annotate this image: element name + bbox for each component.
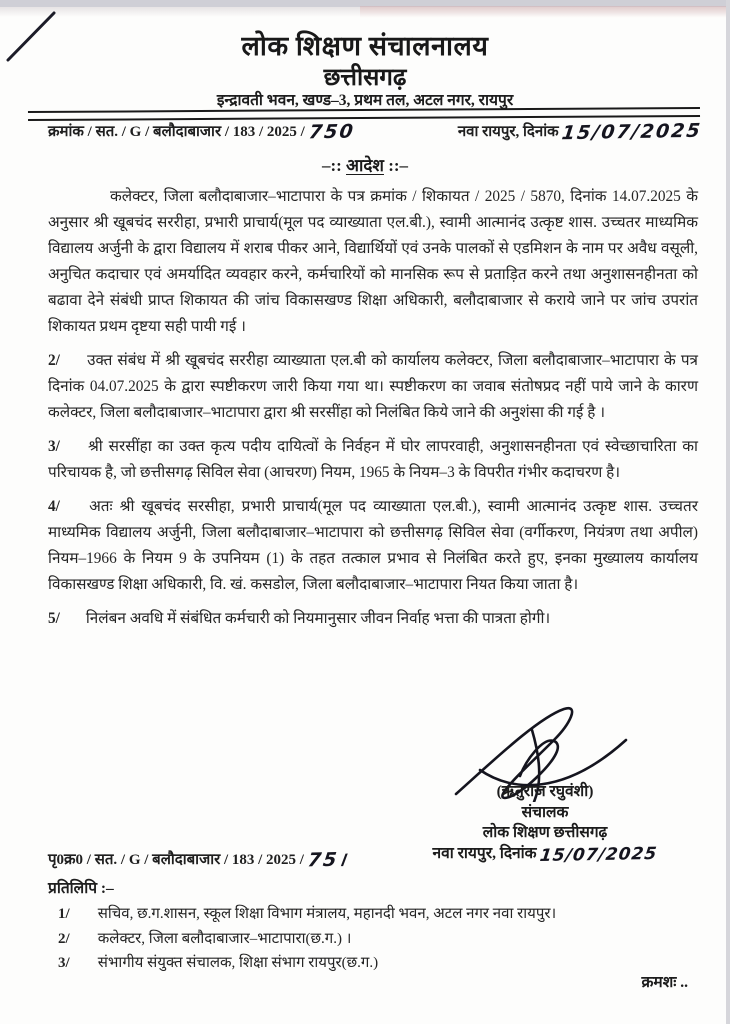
org-state: छत्तीसगढ़ <box>323 65 407 91</box>
paragraph-number: 5/ <box>48 610 60 627</box>
copy-list-heading: प्रतिलिपि :– <box>48 880 114 897</box>
endorsement-number-handwritten: 75। <box>306 848 349 872</box>
paragraph-number: 2/ <box>48 352 60 369</box>
date-handwritten: 15/07/2025 <box>560 119 704 145</box>
copy-number: 1/ <box>58 906 70 922</box>
signatory-name: (ऋतुराज रघुवंशी) <box>496 783 594 800</box>
copy-number: 3/ <box>58 955 70 971</box>
copy-number: 2/ <box>58 930 70 947</box>
signature-date-handwritten: 15/07/2025 <box>539 843 659 866</box>
copy-item-1 <box>58 902 698 927</box>
order-heading-suffix: ::– <box>388 156 409 175</box>
order-body <box>48 184 698 640</box>
paragraph-text: श्री सरसींहा का उक्त कृत्य पदीय दायित्वों के निर्वहन में घोर लापरवाही, अनुशासनहीनता एवं स्वेच्छाचारिता का परिचायक है, जो छत्तीसगढ़ सिविल सेवा (आचरण) नियम, 1965 के नियम–3 के विपरीत गंभीर कदाचरण है। <box>48 438 698 481</box>
order-paragraph-3 <box>48 434 698 486</box>
signatory-designation: संचालक <box>521 803 569 821</box>
order-heading-word: आदेश <box>346 156 384 175</box>
signature-place-date <box>400 844 690 866</box>
reference-number <box>48 121 354 143</box>
copy-item-3 <box>58 951 698 976</box>
order-paragraph-2 <box>48 348 698 426</box>
order-heading <box>0 153 730 176</box>
paragraph-text: कलेक्टर, जिला बलौदाबाजार–भाटापारा के पत्र क्रमांक / शिकायत / 2025 / 5870, दिनांक 14.07.2025 के अनुसार श्री खूबचंद सररीहा, प्रभारी प्राचार्य(मूल पद व्याख्याता एल.बी.), स्वामी आत्मानंद उत्कृष्ट शास. उच्चतर माध्यमिक विद्यालय अर्जुनी के द्वारा विद्यालय में शराब पीकर आने, विद्यार्थियों एवं उनके पालकों से एडमिशन के नाम पर अवैध वसूली, अनुचित कदाचार एवं अमर्यादित व्यवहार करने, कर्मचारियों को मानसिक रूप से प्रताड़ित करने तथा अनुशासनहीनता को बढावा देने संबंधी प्राप्त शिकायत की जांच विकासखण्ड शिक्षा अधिकारी, बलौदाबाजार से कराये जाने पर जांच उपरांत शिकायत प्रथम दृष्टया सही पायी गई । <box>48 188 698 335</box>
paragraph-text: अतः श्री खूबचंद सरसीहा, प्रभारी प्राचार्य(मूल पद व्याख्याता एल.बी.), स्वामी आत्मानंद उत्कृष्ट शास. उच्चतर माध्यमिक विद्यालय अर्जुनी, जिला बलौदाबाजार–भाटापारा को छत्तीसगढ़ सिविल सेवा (वर्गीकरण, नियंत्रण तथा अपील) नियम–1966 के नियम 9 के उपनियम (1) के तहत तत्काल प्रभाव से निलंबित करते हुए, इनका मुख्यालय कार्यालय विकासखण्ड शिक्षा अधिकारी, वि. खं. कसडोल, जिला बलौदाबाजार–भाटापारा नियत किया जाता है। <box>48 498 698 593</box>
paragraph-number: 4/ <box>48 498 60 515</box>
paragraph-text: निलंबन अवधि में संबंधित कर्मचारी को नियमानुसार जीवन निर्वाह भत्ता की पात्रता होगी। <box>85 610 551 627</box>
continuation-marker: क्रमशः .. <box>641 974 688 991</box>
order-paragraph-1 <box>48 184 698 340</box>
endorsement-number-printed: पृ0क्र0 / सत. / G / बलौदाबाजार / 183 / 2025 / <box>48 852 304 868</box>
org-address: इन्द्रावती भवन, खण्ड–3, प्रथम तल, अटल नगर, रायपुर <box>216 92 514 109</box>
place-date <box>458 121 702 143</box>
endorsement-reference <box>48 846 347 872</box>
copy-text: सचिव, छ.ग.शासन, स्कूल शिक्षा विभाग मंत्रालय, महानदी भवन, अटल नगर नवा रायपुर। <box>97 906 557 922</box>
order-paragraph-5 <box>48 606 698 632</box>
signature-block <box>400 782 690 865</box>
order-heading-prefix: –:: <box>321 156 342 175</box>
paragraph-text: उक्त संबंध में श्री खूबचंद सररीहा व्याख्याता एल.बी को कार्यालय कलेक्टर, जिला बलौदाबाजार–भाटापारा के पत्र दिनांक 04.07.2025 के द्वारा स्पष्टीकरण जारी किया गया था। स्पष्टीकरण का जवाब संतोषप्रद नहीं पाये जाने के कारण कलेक्टर, जिला बलौदाबाजार–भाटापारा द्वारा श्री सरसींहा को निलंबित किये जाने की अनुशंसा की गई है । <box>48 352 698 421</box>
scan-pink-tint <box>360 6 730 18</box>
reference-line <box>48 121 702 143</box>
reference-number-handwritten: 750 <box>307 120 356 144</box>
copy-list <box>58 902 698 976</box>
paragraph-number: 3/ <box>48 438 60 455</box>
signature-place-date-printed: नवा रायपुर, दिनांक <box>432 844 537 862</box>
reference-number-printed: क्रमांक / सत. / G / बलौदाबाजार / 183 / 2025 / <box>48 124 305 140</box>
signatory-org: लोक शिक्षण छत्तीसगढ़ <box>482 824 608 841</box>
copy-item-2 <box>58 927 698 952</box>
org-title: लोक शिक्षण संचालनालय <box>241 31 489 61</box>
copy-text: कलेक्टर, जिला बलौदाबाजार–भाटापारा(छ.ग.) । <box>97 930 352 947</box>
copy-text: संभागीय संयुक्त संचालक, शिक्षा संभाग रायपुर(छ.ग.) <box>97 955 379 971</box>
place-date-printed: नवा रायपुर, दिनांक <box>457 124 559 140</box>
order-paragraph-4 <box>48 494 698 598</box>
